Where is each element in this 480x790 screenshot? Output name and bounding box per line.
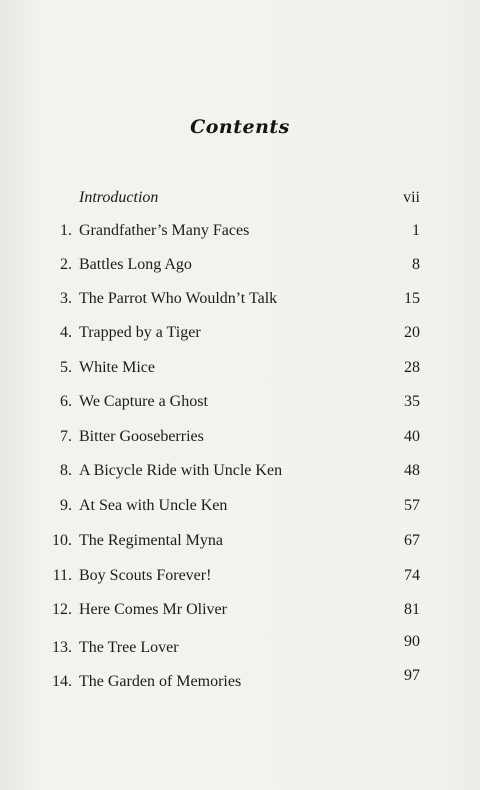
- toc-chapter-number: 10.: [52, 532, 72, 549]
- toc-entry-title: At Sea with Uncle Ken: [79, 497, 228, 514]
- toc-entry-title: Grandfather’s Many Faces: [79, 222, 250, 239]
- toc-page-number: 28: [404, 359, 420, 376]
- toc-entry-title: We Capture a Ghost: [79, 393, 208, 410]
- toc-entry-title: The Garden of Memories: [79, 673, 242, 690]
- toc-page-number: 1: [412, 222, 420, 239]
- toc-page-number: 48: [404, 462, 420, 479]
- toc-entry-title: White Mice: [79, 359, 155, 376]
- toc-page-number: 57: [404, 497, 420, 514]
- toc-chapter-number: 1.: [60, 222, 72, 239]
- toc-row: [0, 253, 480, 277]
- toc-intro-row: [0, 186, 480, 210]
- toc-row: [0, 287, 480, 311]
- toc-entry-title: The Tree Lover: [79, 639, 179, 656]
- toc-entry-title: Introduction: [79, 189, 159, 206]
- toc-row: [0, 356, 480, 380]
- toc-chapter-number: 3.: [60, 290, 72, 307]
- toc-chapter-number: 12.: [52, 601, 72, 618]
- toc-chapter-number: 2.: [60, 256, 72, 273]
- toc-row: [0, 321, 480, 345]
- toc-page-number: 20: [404, 324, 420, 341]
- toc-chapter-number: 9.: [60, 497, 72, 514]
- toc-row: [0, 494, 480, 518]
- toc-entry-title: Trapped by a Tiger: [79, 324, 201, 341]
- toc-row: [0, 598, 480, 622]
- toc-page-number: 40: [404, 428, 420, 445]
- toc-page-number: 35: [404, 393, 420, 410]
- toc-entry-title: The Regimental Myna: [79, 532, 223, 549]
- toc-row: [0, 425, 480, 449]
- toc-row: [0, 633, 480, 660]
- toc-chapter-number: 11.: [52, 567, 72, 584]
- toc-row: [0, 564, 480, 588]
- toc-chapter-number: 4.: [60, 324, 72, 341]
- toc-entry-title: Here Comes Mr Oliver: [79, 601, 227, 618]
- toc-chapter-number: 7.: [60, 428, 72, 445]
- toc-row: [0, 459, 480, 483]
- page-title: Contents: [190, 116, 290, 138]
- toc-page-number: 97: [404, 667, 420, 684]
- toc-page-number: 74: [404, 567, 420, 584]
- toc-entry-title: Bitter Gooseberries: [79, 428, 204, 445]
- toc-page-number: vii: [403, 189, 420, 206]
- toc-row: [0, 529, 480, 553]
- toc-page-number: 81: [404, 601, 420, 618]
- toc-chapter-number: 8.: [60, 462, 72, 479]
- toc-page-number: 8: [412, 256, 420, 273]
- toc-page-number: 67: [404, 532, 420, 549]
- toc-chapter-number: 13.: [52, 639, 72, 656]
- toc-chapter-number: 5.: [60, 359, 72, 376]
- toc-entry-title: Boy Scouts Forever!: [79, 567, 212, 584]
- toc-row: [0, 390, 480, 414]
- toc-chapter-number: 14.: [52, 673, 72, 690]
- toc-entry-title: Battles Long Ago: [79, 256, 192, 273]
- toc-chapter-number: 6.: [60, 393, 72, 410]
- toc-entry-title: The Parrot Who Wouldn’t Talk: [79, 290, 278, 307]
- toc-row: [0, 667, 480, 694]
- toc-entry-title: A Bicycle Ride with Uncle Ken: [79, 462, 283, 479]
- toc-page-number: 15: [404, 290, 420, 307]
- toc-page-number: 90: [404, 633, 420, 650]
- toc-row: [0, 219, 480, 243]
